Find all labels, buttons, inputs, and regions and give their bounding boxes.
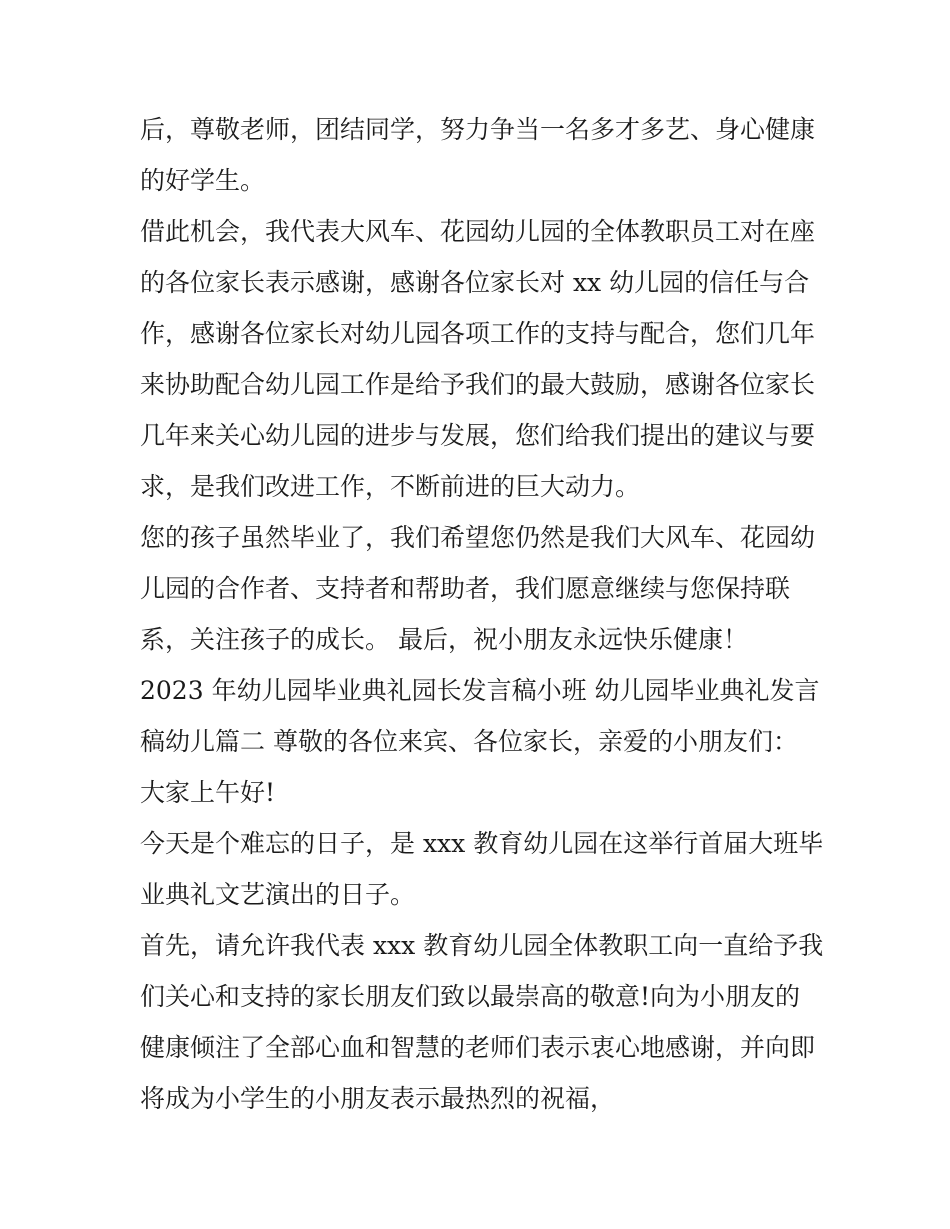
text-line: 几年来关心幼儿园的进步与发展，您们给我们提出的建议与要 (140, 421, 816, 450)
text-line: 系，关注孩子的成长。 最后，祝小朋友永远快乐健康！ (140, 625, 748, 654)
text-line: 健康倾注了全部心血和智慧的老师们表示衷心地感谢，并向即 (140, 1033, 816, 1062)
document-body (140, 104, 824, 1124)
text-line: 的各位家长表示感谢，感谢各位家长对 xx 幼儿园的信任与合 (140, 268, 810, 297)
text-line: 儿园的合作者、支持者和帮助者，我们愿意继续与您保持联 (140, 574, 791, 603)
text-line: 们关心和支持的家长朋友们致以最崇高的敬意!向为小朋友的 (140, 982, 801, 1011)
text-line: 来协助配合幼儿园工作是给予我们的最大鼓励，感谢各位家长 (140, 370, 816, 399)
text-line: 首先，请允许我代表 xxx 教育幼儿园全体教职工向一直给予我 (140, 931, 824, 960)
text-line: 的好学生。 (140, 166, 266, 195)
paragraph-5 (140, 818, 824, 920)
text-line: 作，感谢各位家长对幼儿园各项工作的支持与配合，您们几年 (140, 319, 816, 348)
paragraph-3 (140, 512, 820, 665)
text-line: 今天是个难忘的日子，是 xxx 教育幼儿园在这举行首届大班毕 (140, 829, 824, 858)
text-line: 稿幼儿篇二 尊敬的各位来宾、各位家长，亲爱的小朋友们： (140, 727, 798, 756)
text-line: 后，尊敬老师，团结同学，努力争当一名多才多艺、身心健康 (140, 115, 816, 144)
text-line: 大家上午好! (140, 778, 276, 807)
text-line: 借此机会，我代表大风车、花园幼儿园的全体教职员工对在座 (140, 217, 816, 246)
paragraph-2 (140, 206, 820, 512)
text-line: 求，是我们改进工作，不断前进的巨大动力。 (140, 472, 641, 501)
text-line: 您的孩子虽然毕业了，我们希望您仍然是我们大风车、花园幼 (140, 523, 816, 552)
text-line: 将成为小学生的小朋友表示最热烈的祝福， (140, 1084, 616, 1113)
paragraph-1 (140, 104, 820, 206)
text-line: 2023 年幼儿园毕业典礼园长发言稿小班 幼儿园毕业典礼发言 (140, 676, 820, 705)
paragraph-6 (140, 920, 824, 1124)
paragraph-4 (140, 665, 820, 818)
text-line: 业典礼文艺演出的日子。 (140, 880, 416, 909)
